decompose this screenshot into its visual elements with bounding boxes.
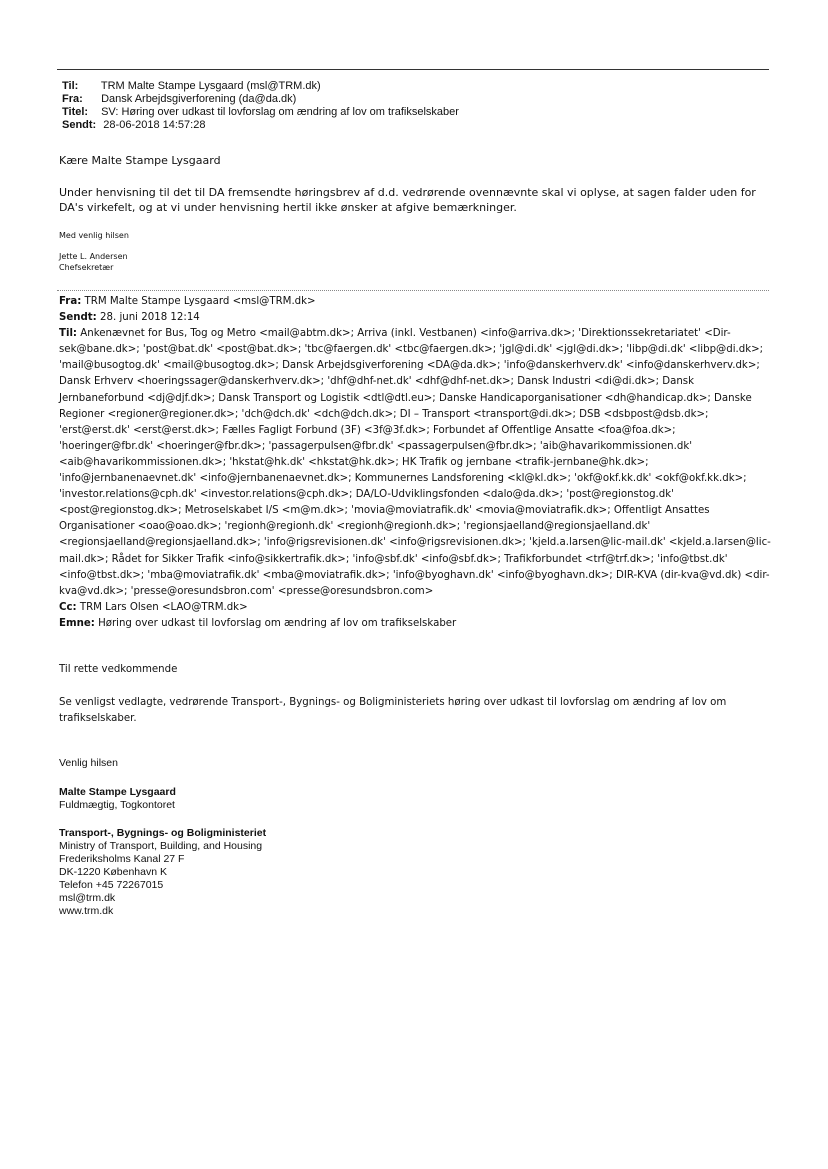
forwarded-cc-row xyxy=(59,600,771,616)
ministry-english-name: Ministry of Transport, Building, and Housing xyxy=(59,840,263,852)
reply-closing: Med venlig hilsen xyxy=(59,231,129,240)
reply-signer-name: Jette L. Andersen xyxy=(59,252,128,261)
forwarded-from-value: TRM Malte Stampe Lysgaard <msl@TRM.dk> xyxy=(84,296,316,307)
forwarded-to-row xyxy=(59,326,771,600)
ministry-phone: Telefon +45 72267015 xyxy=(59,879,164,891)
ministry-name: Transport-, Bygnings- og Boligministeriet xyxy=(59,827,267,839)
reply-signer-title: Chefsekretær xyxy=(59,263,114,272)
header-from-value: Dansk Arbejdsgiverforening (da@da.dk) xyxy=(101,93,297,105)
original-signer-title: Fuldmægtig, Togkontoret xyxy=(59,799,175,811)
header-sent-value: 28-06-2018 14:57:28 xyxy=(103,119,206,131)
original-closing: Venlig hilsen xyxy=(59,757,118,769)
header-to-value: TRM Malte Stampe Lysgaard (msl@TRM.dk) xyxy=(100,80,321,92)
reply-greeting: Kære Malte Stampe Lysgaard xyxy=(59,154,221,167)
header-subject-value: SV: Høring over udkast til lovforslag om ændring af lov om trafikselskaber xyxy=(101,106,459,118)
reply-paragraph: Under henvisning til det til DA fremsendte høringsbrev af d.d. vedrørende ovennævnte skal vi oplyse, at sagen falder uden for DA's virkefelt, og at vi under henvisning hertil ikke ønsker at afgive bemærkninger. xyxy=(59,186,756,214)
header-to-label: Til: xyxy=(62,80,79,92)
forwarded-to-value: Ankenævnet for Bus, Tog og Metro <mail@abtm.dk>; Arriva (inkl. Vestbanen) <info@arriva.dk>; 'Direktionssekretariatet' <Dir-sek@bane.dk>; 'post@bat.dk' <post@bat.dk>; 'tbc@faergen.dk' <tbc@faergen.dk>; 'jgl@di.dk' <jgl@di.dk>; 'libp@di.dk' <libp@di.dk>; 'mail@busogtog.dk' <mail@busogtog.dk>; Dansk Arbejdsgiverforening <DA@da.dk>; 'info@danskerhverv.dk' <info@danskerhverv.dk>; Dansk Erhverv <hoeringssager@danskerhverv.dk>; 'dhf@dhf-net.dk' <dhf@dhf-net.dk>; Dansk Industri <di@di.dk>; Dansk Jernbaneforbund <dj@djf.dk>; Dansk Transport og Logistik <dtl@dtl.eu>; Danske Handicaporganisationer <dh@handicap.dk>; Danske Regioner <regioner@regioner.dk>; 'dch@dch.dk' <dch@dch.dk>; DI – Transport <transport@di.dk>; DSB <dsbpost@dsb.dk>; 'erst@erst.dk' <erst@erst.dk>; Fælles Fagligt Forbund (3F) <3f@3f.dk>; Forbundet af Offentlige Ansatte <foa@foa.dk>; 'hoeringer@fbr.dk' <hoeringer@fbr.dk>; 'passagerpulsen@fbr.dk' <passagerpulsen@fbr.dk>; 'aib@havarikommissionen.dk' <aib@havarikommissionen.dk>; 'hkstat@hk.dk' <hkstat@hk.dk>; HK Trafik og jernbane <trafik-jernbane@hk.dk>; 'info@jernbanenaevnet.dk' <info@jernbanenaevnet.dk>; Kommunernes Landsforening <kl@kl.dk>; 'okf@okf.kk.dk' <okf@okf.kk.dk>; 'investor.relations@cph.dk' <investor.relations@cph.dk>; DA/LO-Udviklingsfonden <dalo@da.dk>; 'post@regionstog.dk' <post@regionstog.dk>; Metroselskabet I/S <m@m.dk>; 'movia@moviatrafik.dk' <movia@moviatrafik.dk>; Offentligt Ansattes Organisationer <oao@oao.dk>; 'regionh@regionh.dk' <regionh@regionh.dk>; 'regionsjaelland@regionsjaelland.dk' <regionsjaelland@regionsjaelland.dk>; 'info@rigsrevisionen.dk' <info@rigsrevisionen.dk>; 'kjeld.a.larsen@lic-mail.dk' <kjeld.a.larsen@lic-mail.dk>; Rådet for Sikker Trafik <info@sikkertrafik.dk>; 'info@sbf.dk' <info@sbf.dk>; Trafikforbundet <trf@trf.dk>; 'info@tbst.dk' <info@tbst.dk>; 'mba@moviatrafik.dk' <mba@moviatrafik.dk>; 'info@byoghavn.dk' <info@byoghavn.dk>; DIR-KVA (dir-kva@vd.dk) <dir-kva@vd.dk>; 'presse@oresundsbron.com' <presse@oresundsbron.com> xyxy=(59,328,771,597)
reply-signature xyxy=(59,251,128,273)
forwarded-sent-value: 28. juni 2018 12:14 xyxy=(100,312,200,324)
forwarded-cc-value: TRM Lars Olsen <LAO@TRM.dk> xyxy=(79,601,248,613)
forwarded-from-label: Fra: xyxy=(59,296,82,307)
header-sent-row xyxy=(62,119,459,132)
original-signer-name: Malte Stampe Lysgaard xyxy=(59,786,176,798)
ministry-email: msl@trm.dk xyxy=(59,892,116,904)
forwarded-sent-row xyxy=(59,310,771,326)
ministry-street: Frederiksholms Kanal 27 F xyxy=(59,853,185,865)
forwarded-subject-value: Høring over udkast til lovforslag om ændring af lov om trafikselskaber xyxy=(98,617,457,629)
header-divider xyxy=(57,69,769,70)
header-subject-label: Titel: xyxy=(62,106,89,118)
forward-divider xyxy=(57,290,769,291)
email-header xyxy=(62,80,459,132)
forwarded-from-row xyxy=(59,294,771,310)
header-subject-row xyxy=(62,106,459,119)
forwarded-subject-row xyxy=(59,616,771,632)
ministry-contact xyxy=(59,827,266,918)
header-to-row xyxy=(62,80,459,93)
header-from-row xyxy=(62,93,459,106)
ministry-website: www.trm.dk xyxy=(59,905,114,917)
forwarded-subject-label: Emne: xyxy=(59,617,95,629)
original-paragraph: Se venligst vedlagte, vedrørende Transport-, Bygnings- og Boligministeriets høring over udkast til lovforslag om ændring af lov om trafikselskaber. xyxy=(59,697,727,724)
forwarded-header xyxy=(59,294,771,632)
header-from-label: Fra: xyxy=(62,93,83,105)
original-signature xyxy=(59,786,176,812)
forwarded-cc-label: Cc: xyxy=(59,601,77,613)
original-salutation: Til rette vedkommende xyxy=(59,664,178,675)
ministry-city: DK-1220 København K xyxy=(59,866,167,878)
header-sent-label: Sendt: xyxy=(62,119,97,131)
forwarded-to-label: Til: xyxy=(59,328,78,340)
forwarded-sent-label: Sendt: xyxy=(59,312,97,324)
